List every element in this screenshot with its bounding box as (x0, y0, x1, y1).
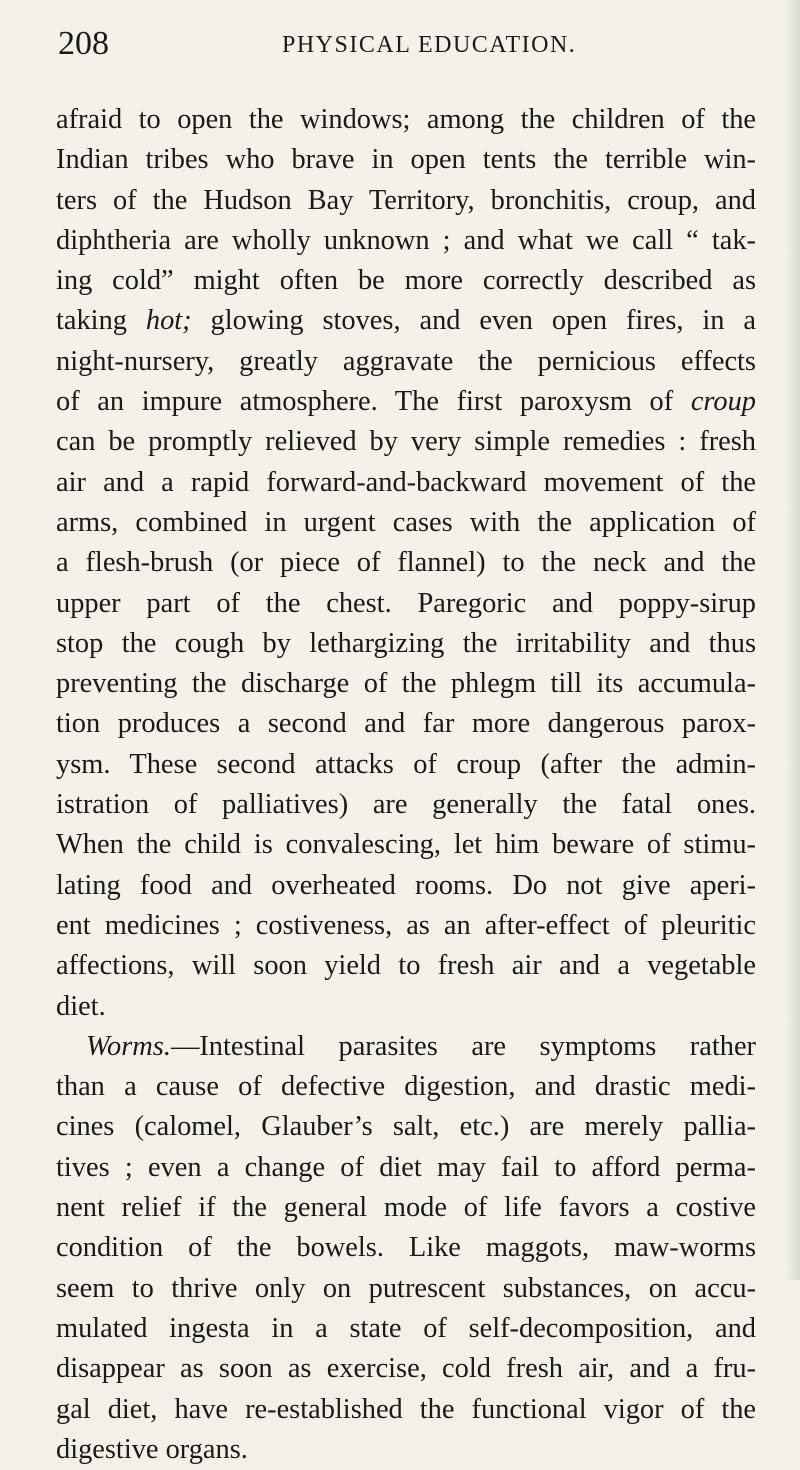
text-line: ysm. These second attacks of croup (after the admin- (56, 748, 756, 780)
text-line: seem to thrive only on putrescent substances, on accu- (56, 1272, 756, 1304)
text-line: mulated ingesta in a state of self-decomposition, and (56, 1312, 756, 1344)
text-line: tives ; even a change of diet may fail to afford perma- (56, 1151, 756, 1183)
text-line: nent relief if the general mode of life favors a costive (56, 1192, 756, 1224)
text-run: of an impure atmosphere. The first paroxysm of (56, 386, 691, 418)
text-line (56, 1027, 756, 1067)
text-run: taking (56, 305, 146, 337)
text-line: ent medicines ; costiveness, as an after-effect of pleuritic (56, 909, 756, 941)
text-line: affections, will soon yield to fresh air and a vegetable (56, 950, 756, 982)
text-line: tion produces a second and far more dangerous parox- (56, 708, 756, 740)
page-number: 208 (58, 25, 109, 62)
text-line: stop the cough by lethargizing the irritability and thus (56, 627, 756, 659)
text-line: ing cold” might often be more correctly described as (56, 265, 756, 297)
text-line: gal diet, have re-established the functional vigor of the (56, 1393, 756, 1425)
running-title: PHYSICAL EDUCATION. (282, 32, 577, 58)
text-line: diet. (56, 990, 106, 1022)
text-line: disappear as soon as exercise, cold fresh air, and a fru- (56, 1353, 756, 1385)
text-run: glowing stoves, and even open fires, in a (191, 305, 756, 337)
text-line: cines (calomel, Glauber’s salt, etc.) are merely pallia- (56, 1111, 756, 1143)
text-line: air and a rapid forward-and-backward movement of the (56, 466, 756, 498)
text-line: afraid to open the windows; among the children of the (56, 104, 756, 135)
italic-term: hot; (145, 305, 192, 337)
text-line: night-nursery, greatly aggravate the pernicious effects (56, 345, 756, 377)
text-line: ters of the Hudson Bay Territory, bronchitis, croup, and (56, 184, 756, 216)
paragraph (56, 1027, 756, 1470)
page-edge-shadow (786, 0, 800, 1280)
italic-term: Worms. (86, 1030, 171, 1062)
text-line: upper part of the chest. Paregoric and poppy-sirup (56, 587, 756, 619)
text-line: digestive organs. (56, 1433, 248, 1465)
running-head (58, 22, 758, 66)
body-text (56, 100, 756, 1470)
text-line: lating food and overheated rooms. Do not give aperi- (56, 869, 756, 901)
text-line: diphtheria are wholly unknown ; and what we call “ tak- (56, 224, 756, 256)
text-line (56, 301, 756, 341)
text-line: istration of palliatives) are generally the fatal ones. (56, 789, 756, 821)
italic-term: croup (690, 386, 756, 418)
text-line: Indian tribes who brave in open tents the terrible win- (56, 144, 756, 176)
text-line: When the child is convalescing, let him beware of stimu- (56, 829, 756, 861)
text-line: condition of the bowels. Like maggots, maw-worms (56, 1232, 756, 1264)
text-line: than a cause of defective digestion, and drastic medi- (56, 1071, 756, 1103)
text-line (56, 382, 756, 422)
text-run: —Intestinal parasites are symptoms rather (170, 1030, 756, 1062)
text-line: can be promptly relieved by very simple remedies : fresh (56, 426, 756, 458)
text-line: a flesh-brush (or piece of flannel) to the neck and the (56, 547, 756, 579)
paragraph (56, 100, 756, 1027)
text-line: preventing the discharge of the phlegm till its accumula- (56, 668, 756, 700)
text-line: arms, combined in urgent cases with the application of (56, 506, 756, 538)
